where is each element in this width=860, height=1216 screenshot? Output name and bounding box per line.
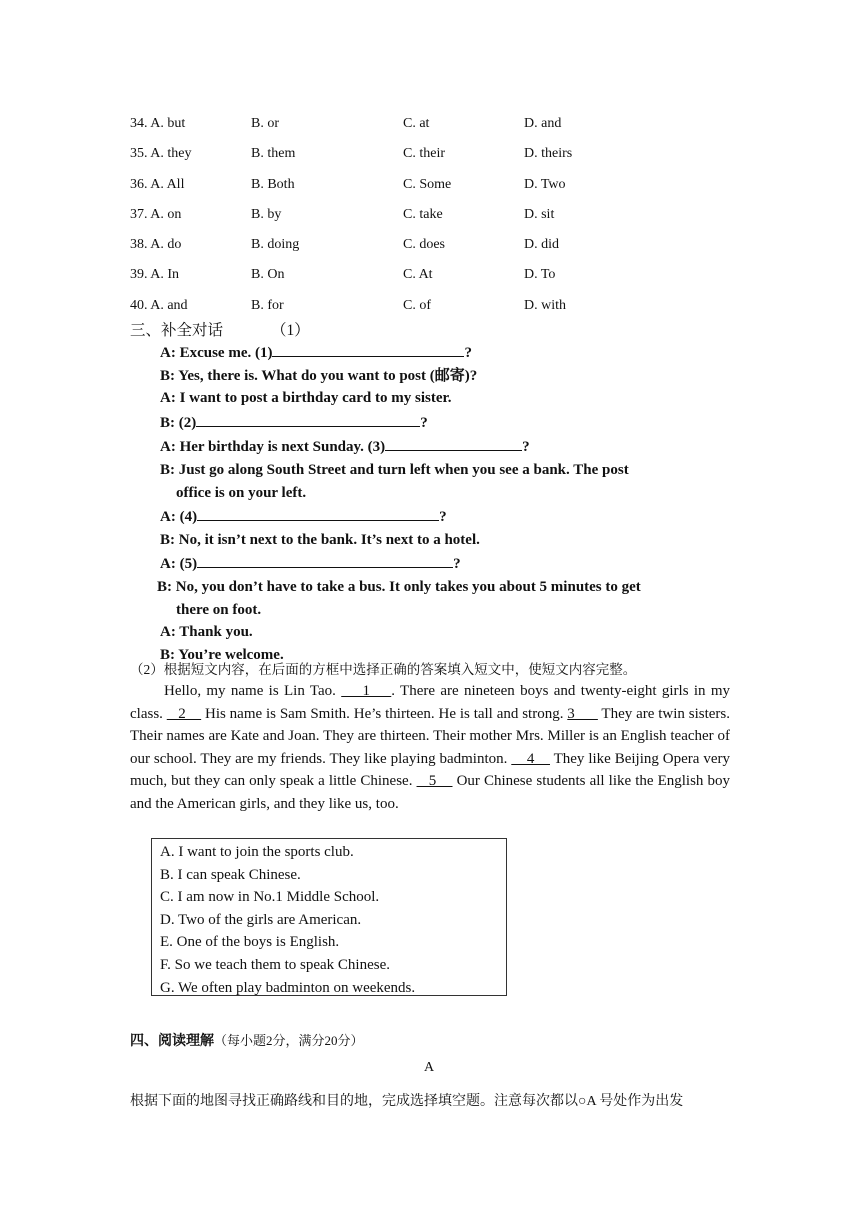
option-a: 35. A. they	[130, 146, 192, 162]
answer-blank	[197, 551, 453, 568]
question-row	[130, 144, 730, 174]
dialogue-line: A: (5) ?	[160, 551, 732, 576]
dialogue-line: A: Thank you.	[160, 624, 253, 641]
dialogue-line: A: (4) ?	[160, 504, 732, 529]
option-a: 40. A. and	[130, 297, 188, 313]
passage	[130, 680, 730, 816]
blank-1: 1	[341, 683, 392, 699]
option-d: D. theirs	[524, 146, 573, 162]
option-b: B. or	[251, 116, 279, 131]
question-row	[130, 175, 730, 205]
dialogue-line: B: No, it isn’t next to the bank. It’s next to a hotel.	[160, 531, 480, 548]
section-3-subtitle: （1）	[271, 322, 310, 339]
dialogue-line: A: I want to post a birthday card to my sister.	[160, 390, 452, 407]
option-c: C. Some	[403, 176, 452, 192]
options-box	[151, 838, 507, 996]
option-c: C. of	[403, 297, 431, 313]
option-a: 38. A. do	[130, 237, 182, 253]
option-d: D. with	[524, 297, 566, 313]
answer-blank	[272, 340, 464, 357]
option-item: B. I can speak Chinese.	[160, 866, 301, 883]
option-b: B. by	[251, 206, 282, 222]
option-item: F. So we teach them to speak Chinese.	[160, 956, 391, 973]
option-item: D. Two of the girls are American.	[160, 911, 362, 928]
reading-instruction: 根据下面的地图寻找正确路线和目的地，完成选择填空题。注意每次都以○A 号处作为出发	[130, 1094, 684, 1109]
option-d: D. sit	[524, 206, 555, 222]
blank-2: 2	[166, 705, 202, 722]
section-4-note: （每小题2分，满分20分）	[214, 1033, 364, 1048]
dialogue-line: B: (2) ?	[160, 410, 732, 435]
dialogue	[157, 340, 732, 666]
dialogue-line: B: Just go along South Street and turn left when you see a bank. The post	[160, 461, 629, 478]
dialogue-line: A: Her birthday is next Sunday. (3) ?	[160, 434, 732, 459]
option-c: C. At	[403, 267, 433, 283]
option-b: B. them	[251, 146, 296, 162]
option-item: G. We often play badminton on weekends.	[160, 979, 416, 996]
section-3-title: 三、补全对话	[130, 322, 224, 339]
option-c: C. their	[403, 146, 445, 162]
question-row	[130, 235, 730, 265]
section-4-title: 四、阅读理解	[130, 1034, 214, 1049]
option-b: B. Both	[251, 176, 295, 192]
dialogue-line: B: Yes, there is. What do you want to post (邮寄)?	[160, 367, 478, 384]
blank-3: 3	[567, 705, 598, 722]
option-b: B. for	[251, 297, 284, 313]
passage-text: Hello, my name is Lin Tao. 1 . There are nineteen boys and twenty-eight girls in my class. 2 His name is Sam Smith. He’s thirteen. He is tall and strong. 3 They are twin sisters. Their names are Kate and Joan. They are thirteen. Their mother Mrs. Miller is an English teacher of our school. They are my friends. They like playing badminton. 4 They like Beijing Opera very much, but they can only speak a little Chinese. 5 Our Chinese students all like the English boy and the American girls, and they like us, too.	[130, 683, 731, 812]
section-4-heading	[130, 1030, 364, 1050]
instruction: （2）根据短文内容，在后面的方框中选择正确的答案填入短文中，使短文内容完整。	[130, 662, 637, 677]
blank-4: 4	[511, 750, 550, 767]
option-a: 37. A. on	[130, 206, 182, 222]
option-item: A. I want to join the sports club.	[160, 844, 354, 860]
dialogue-line: there on foot.	[176, 601, 262, 618]
answer-blank	[196, 410, 420, 427]
option-a: 39. A. In	[130, 267, 179, 283]
dialogue-line: B: You’re welcome.	[160, 646, 284, 663]
dialogue-line: A: Excuse me. (1) ?	[160, 340, 732, 365]
option-c: C. does	[403, 237, 445, 253]
option-a: 36. A. All	[130, 176, 185, 192]
multiple-choice-list	[130, 114, 730, 326]
question-row	[130, 205, 730, 235]
option-item: E. One of the boys is English.	[160, 934, 340, 951]
option-item: C. I am now in No.1 Middle School.	[160, 889, 380, 906]
dialogue-line: B: No, you don’t have to take a bus. It only takes you about 5 minutes to get	[157, 578, 641, 595]
option-c: C. take	[403, 206, 443, 222]
answer-blank	[197, 504, 439, 521]
answer-blank	[385, 434, 522, 451]
section-3-heading	[130, 318, 310, 340]
blank-5: 5	[416, 773, 453, 790]
option-b: B. On	[251, 267, 285, 283]
option-b: B. doing	[251, 237, 300, 253]
option-d: D. and	[524, 116, 562, 131]
option-d: D. Two	[524, 176, 566, 192]
question-row	[130, 114, 730, 144]
dialogue-line: office is on your left.	[176, 484, 307, 501]
option-a: 34. A. but	[130, 116, 186, 131]
part-a-label: A	[424, 1060, 435, 1075]
option-d: D. did	[524, 237, 559, 253]
option-d: D. To	[524, 267, 556, 283]
option-c: C. at	[403, 116, 430, 131]
question-row	[130, 265, 730, 295]
